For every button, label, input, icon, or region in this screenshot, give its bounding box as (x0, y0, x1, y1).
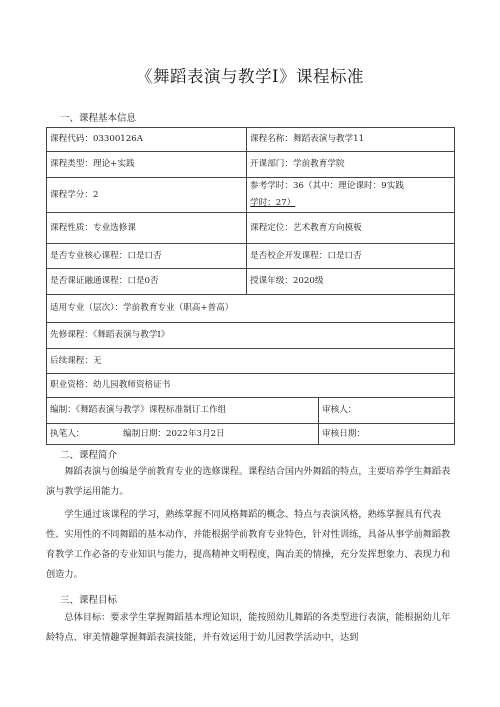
positioning-cell: 课程定位：艺术教育方向模板 (247, 213, 455, 244)
compile-date: 编制日期：2022年3月2日 (123, 428, 225, 439)
table-row (47, 128, 455, 152)
hours-line-1: 参考学时：36（其中：理论课时：9实践 (250, 181, 404, 191)
major-cell: 适用专业（层次）：学前教育专业（职高+普高） (47, 295, 455, 323)
table-row (47, 398, 455, 424)
table-row (47, 213, 455, 244)
course-name-cell: 课程名称：舞蹈表演与教学11 (247, 128, 455, 152)
intro-paragraph-2: 学生通过该课程的学习，熟练掌握不同风格舞蹈的概念、特点与表演风格，熟练掌握具有代表性、实用性的不同舞蹈的基本动作，并能根据学前教育专业特色，针对性训练，具备从事学前舞蹈教育教学工作必备的专业知识与能力，提高精神文明程度，陶冶美的情操，充分发挥想象力、表现力和创造力。 (46, 509, 451, 580)
table-row (47, 244, 455, 269)
table-row (47, 323, 455, 349)
review-date-cell: 审核日期： (319, 424, 455, 445)
intro-paragraph-1: 舞蹈表演与创编是学前教育专业的选修课程。课程结合国内外舞蹈的特点，主要培养学生舞蹈表演与教学运用能力。 (46, 466, 451, 497)
section-heading-basic-info: 一、课程基本信息 (60, 113, 137, 124)
table-row (47, 349, 455, 374)
section-heading-intro: 二、课程简介 (60, 450, 118, 461)
table-row (47, 424, 455, 445)
department-cell: 开课部门：学前教育学院 (247, 152, 455, 178)
school-enterprise-cell: 是否校企开发课程：口是口否 (247, 244, 455, 269)
course-code-cell: 课程代码：03300126A (47, 128, 247, 152)
hours-cell (247, 178, 455, 213)
credits-cell: 课程学分：2 (47, 178, 247, 213)
followup-cell: 后续课程：无 (47, 349, 455, 374)
cert-course-cell: 是否课证融通课程：口是0否 (47, 269, 247, 295)
table-row (47, 374, 455, 398)
course-type-cell: 课程类型：理论+实践 (47, 152, 247, 178)
table-row (47, 295, 455, 323)
goal-paragraph-1: 总体目标：要求学生掌握舞蹈基本理论知识，能按照幼儿舞蹈的各类型进行表演，能根据幼儿年龄特点、审美情趣掌握舞蹈表演技能，并有效运用于幼儿园教学活动中，达到 (46, 612, 451, 643)
qualification-cell: 职业资格：幼儿园教师资格证书 (47, 374, 455, 398)
writer-label: 执笔人： (50, 428, 85, 439)
reviewer-cell: 审核人： (319, 398, 455, 424)
nature-cell: 课程性质：专业选修课 (47, 213, 247, 244)
core-course-cell: 是否专业核心课程：口是口否 (47, 244, 247, 269)
table-row (47, 152, 455, 178)
document-title: 《舞蹈表演与教学Ⅰ》课程标准 (135, 67, 365, 86)
section-heading-goals: 三、课程目标 (60, 595, 118, 606)
hours-line-2: 学时：27） (250, 198, 296, 208)
prereq-cell: 先修课程：《舞蹈表演与教学Ⅰ》 (47, 323, 455, 349)
table-row (47, 269, 455, 295)
writer-date-cell (47, 424, 319, 445)
compiled-cell: 编制：《舞蹈表演与教学》课程标准制订工作组 (47, 398, 319, 424)
table-row (47, 178, 455, 213)
course-info-table (46, 127, 455, 445)
grade-cell: 授课年级：2020级 (247, 269, 455, 295)
